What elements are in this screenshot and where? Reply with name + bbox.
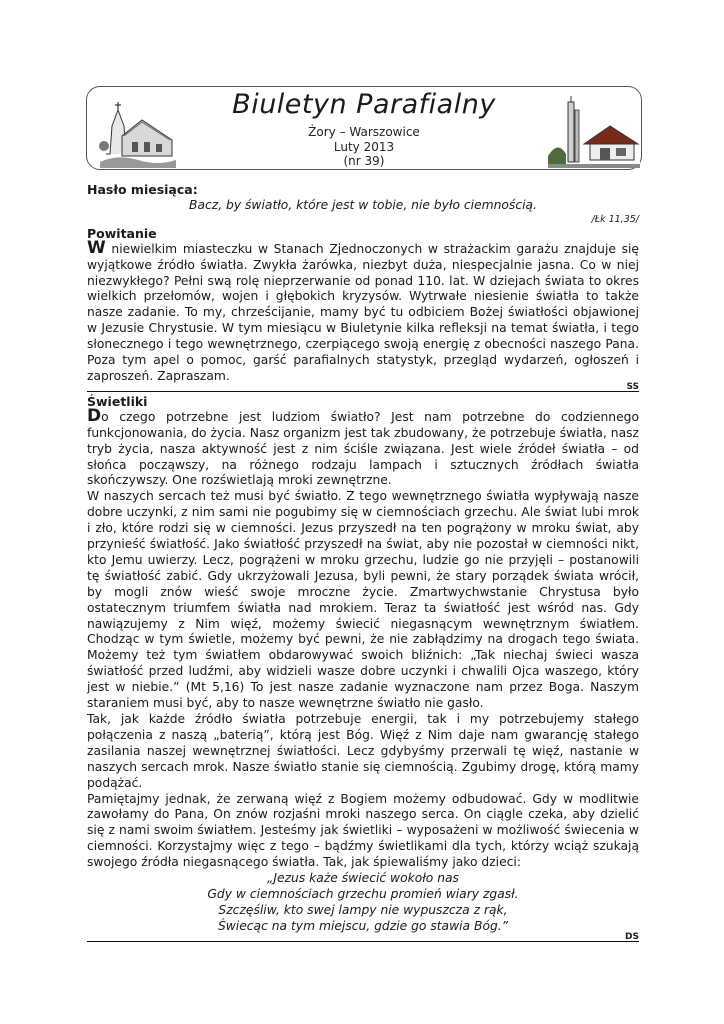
article-paragraph: W naszych sercach też musi być światło. Z tego wewnętrznego światła wypływają nasze dobre uczynki, z nim sami nie pogubimy się w ciemnościach grzechu. Ale świat lubi mrok i zło, które rodzi się w ciemności. Jezus przyszedł na ten pogrążony w mroku świat, aby przynieść światłość. Jako światłość przyszedł na świat, aby nie pozostał w ciemności nikt, kto Jemu uwierzy. Lecz, pogrążeni w mroku grzechu, ludzie go nie przyjęli – postanowili tę światłość zabić. Gdy ukrzyżowali Jezusa, byli pewni, że stary porządek świata wrócił, by mogli znów wieść swoje mroczne życie. Zmartwychwstanie Chrystusa było ostatecznym triumfem światła nad mrokiem. Teraz ta światłość jest wśród nas. Gdy nawiązujemy z Nim więź, możemy świecić niegasnącym wewnętrznym światłem. Chodząc w tym świetle, możemy być pewni, że nie zabłądzimy na drogach tego świata. Możemy też tym światłem obdarowywać swoich bliźnich: „Tak niechaj świeci wasza światłość przed ludźmi, aby widzieli wasze dobre uczynki i chwalili Ojca waszego, który jest w niebie.” (Mt 5,16) To jest nasze zadanie wyznaczone nam przez Boga. Naszym staraniem musi być, aby to nasze wewnętrzne światło nie gasło. — [87, 489, 639, 711]
welcome-heading: Powitanie — [87, 225, 157, 241]
welcome-paragraph — [87, 237, 639, 385]
church-illustration-right — [548, 96, 640, 168]
poem-line: Szczęśliw, kto swej lampy nie wypuszcza z rąk, — [218, 902, 508, 917]
article-paragraph — [87, 405, 639, 490]
poem-line: Gdy w ciemnościach grzechu promień wiary zgasł. — [207, 886, 519, 901]
location-line: Żory – Warszowice — [308, 125, 420, 139]
article-paragraph: Pamiętajmy jednak, że zerwaną więź z Bogiem możemy odbudować. Gdy w modlitwie zawołamy do Pana, On znów rozjaśni mroki naszego serca. On ciągle czeka, aby dzielić się z nami swoim światłem. Jesteśmy jak świetliki – wyposażeni w możliwość świecenia w ciemności. Korzystajmy więc z tego – bądźmy świetlikami dla tych, którzy wciąż szukają swojego źródła niegasnącego światła. Tak, jak śpiewaliśmy jako dzieci: — [87, 791, 639, 870]
bulletin-title: Biuletyn Parafialny — [232, 89, 496, 120]
bulletin-content — [87, 182, 639, 944]
welcome-initial: W — [87, 237, 106, 258]
motto-text: Bacz, by światło, które jest w tobie, nie było ciemnością. — [189, 197, 537, 212]
church-illustration-left — [98, 96, 178, 168]
article-divider — [87, 931, 639, 942]
welcome-text: niewielkim miasteczku w Stanach Zjednoczonych w strażackim garażu znajduje się wyjątkowe źródło światła. Zwykła żarówka, niezbyt duża, niespecjalnie jasna. Co w niej niezwykłego? Pełni swą rolę nieprzerwanie od ponad 110. lat. W dziejach świata to okres wielkich przełomów, wojen i głębokich kryzysów. Wytrwałe niesienie światła to także nasze zadanie. To my, chrześcijanie, mamy być tu odbiciem Bożej światłości objawionej w Jezusie Chrystusie. W tym miesiącu w Biuletynie kilka refleksji na temat światła, i tego słonecznego i tego wewnętrznego, czerpiącego swoją energię z obecności naszego Pana. Poza tym apel o pomoc, garść parafialnych statystyk, przegląd wydarzeń, ogłoszeń i zaproszeń. Zapraszam. — [87, 241, 639, 383]
poem-line: „Jezus każe świecić wokoło nas — [267, 871, 459, 886]
motto-heading: Hasło miesiąca: — [87, 182, 198, 197]
article-initial: D — [87, 405, 102, 426]
welcome-signature: SS — [626, 381, 639, 392]
motto-reference: /Łk 11,35/ — [591, 213, 639, 225]
section-divider — [87, 381, 639, 392]
article-heading: Świetliki — [87, 393, 148, 409]
article-text: o czego potrzebne jest ludziom światło? Jest nam potrzebne do codziennego funkcjonowania, do życia. Nasz organizm jest tak zbudowany, że potrzebuje światła, nasz tryb życia, nasza aktywność jest z nim ściśle związana. Jest wiele źródeł światła – od słońca począwszy, na różnego rodzaju lampach i sztucznych źródłach światła skończywszy. One rozświetlają mroki zewnętrzne. — [87, 409, 639, 488]
article-signature: DS — [625, 931, 639, 942]
poem-line: Świecąc na tym miejscu, gdzie go stawia Bóg.” — [217, 918, 509, 933]
issue-number: (nr 39) — [343, 154, 385, 168]
article-paragraph: Tak, jak każde źródło światła potrzebuje energii, tak i my potrzebujemy stałego połączenia z naszą „baterią”, którą jest Bóg. Więź z Nim daje nam gwarancję stałego zasilania naszej wewnętrznej światłości. Lecz gdybyśmy przerwali tę więź, nastanie w naszych sercach mrok. Nasze światło stanie się ciemnością. Zgubimy drogę, którą mamy podążać. — [87, 712, 639, 790]
date-line: Luty 2013 — [333, 140, 395, 154]
